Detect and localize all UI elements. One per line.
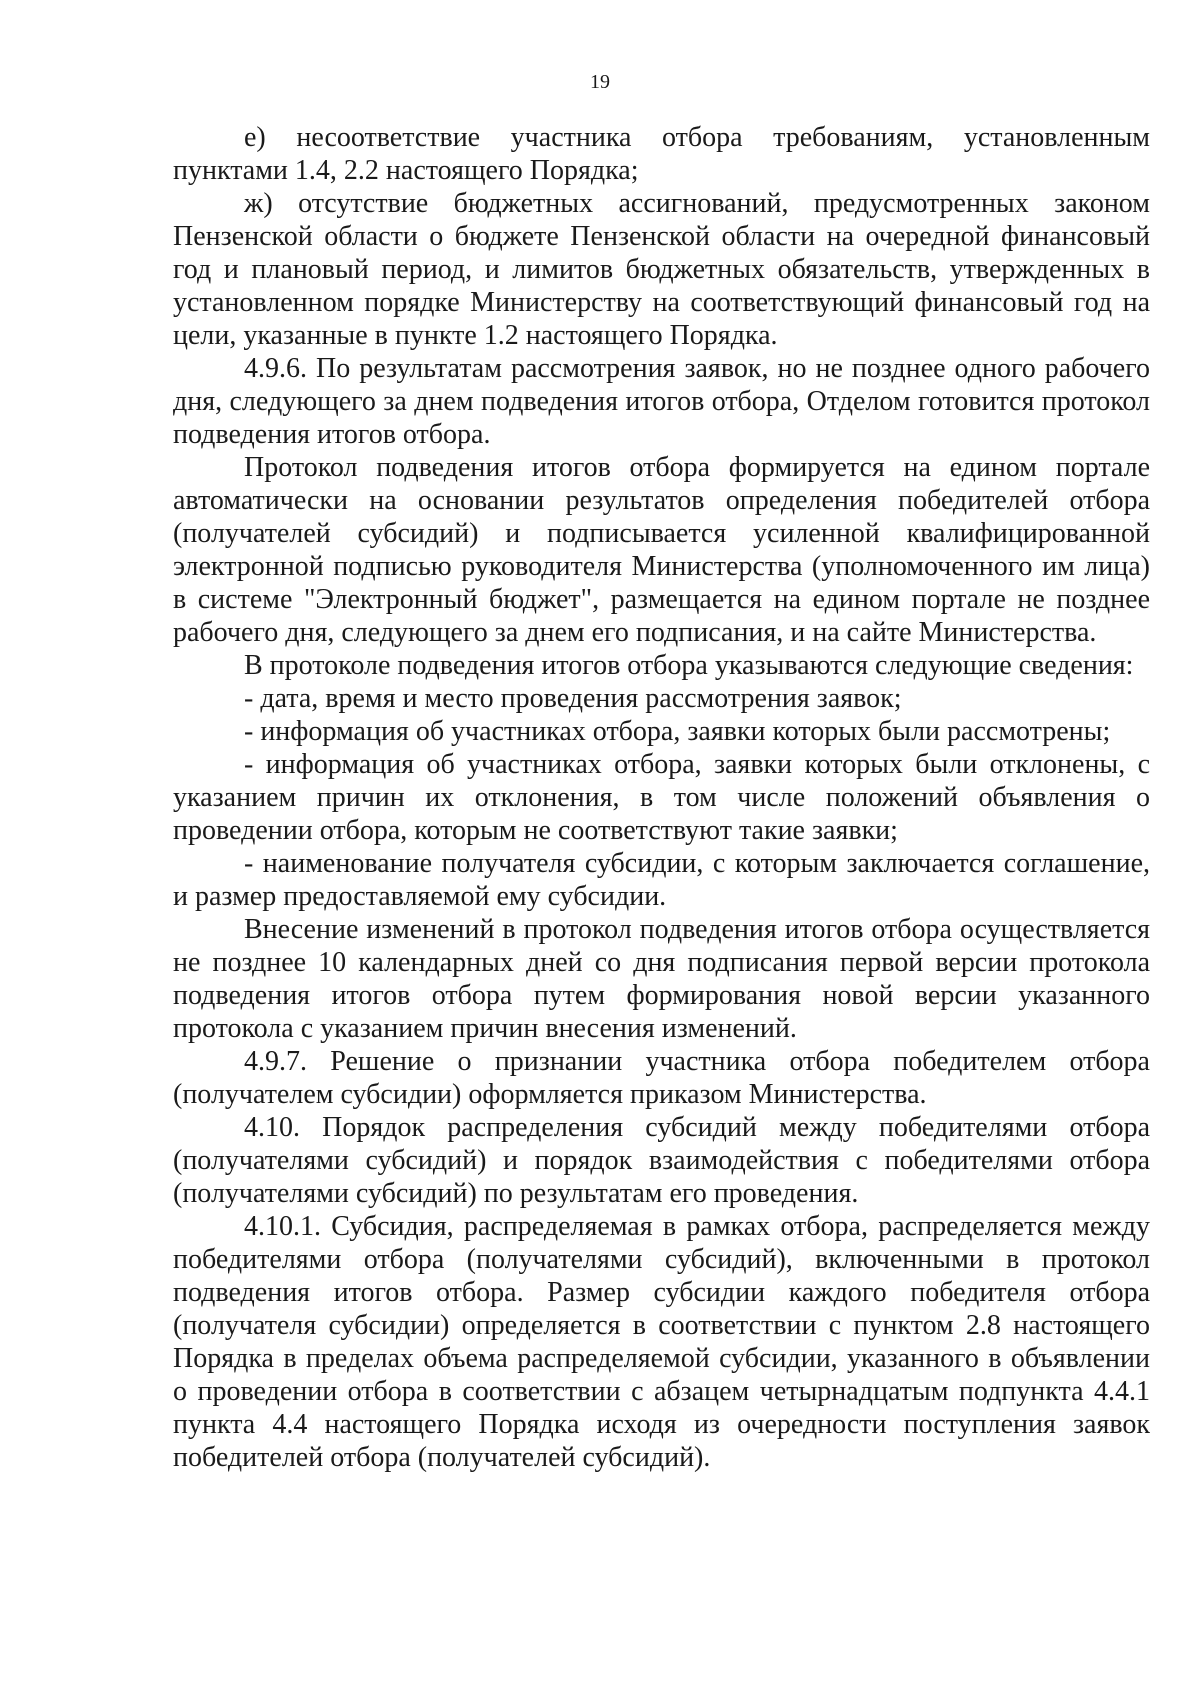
paragraph-4-9-6: 4.9.6. По результатам рассмотрения заявок, но не позднее одного рабочего дня, следующего за днем подведения итогов отбора, Отделом готовится протокол подведения итогов отбора. (173, 353, 1150, 450)
document-body (173, 121, 1150, 1474)
paragraph-protocol-formation: Протокол подведения итогов отбора формируется на едином портале автоматически на основании результатов определения победителей отбора (получателей субсидий) и подписывается усиленной квалифицированной электронной подписью руководителя Министерства (уполномоченного им лица) в системе "Электронный бюджет", размещается на едином портале не позднее рабочего дня, следующего за днем его подписания, и на сайте Министерства. (173, 452, 1150, 648)
list-item-recipient-name: - наименование получателя субсидии, с которым заключается соглашение, и размер предоставляемой ему субсидии. (173, 848, 1150, 912)
paragraph-zh: ж) отсутствие бюджетных ассигнований, предусмотренных законом Пензенской области о бюджете Пензенской области на очередной финансовый год и плановый период, и лимитов бюджетных обязательств, утвержденных в установленном порядке Министерству на соответствующий финансовый год на цели, указанные в пункте 1.2 настоящего Порядка. (173, 188, 1150, 351)
page-number: 19 (590, 71, 610, 93)
paragraph-4-9-7: 4.9.7. Решение о признании участника отбора победителем отбора (получателем субсидии) оформляется приказом Министерства. (173, 1046, 1150, 1110)
paragraph-4-10: 4.10. Порядок распределения субсидий между победителями отбора (получателями субсидий) и порядок взаимодействия с победителями отбора (получателями субсидий) по результатам его проведения. (173, 1112, 1150, 1209)
paragraph-protocol-changes: Внесение изменений в протокол подведения итогов отбора осуществляется не позднее 10 календарных дней со дня подписания первой версии протокола подведения итогов отбора путем формирования новой версии указанного протокола с указанием причин внесения изменений. (173, 914, 1150, 1044)
list-item-reviewed-participants: - информация об участниках отбора, заявки которых были рассмотрены; (244, 716, 1111, 747)
paragraph-protocol-contents-intro: В протоколе подведения итогов отбора указываются следующие сведения: (244, 650, 1134, 681)
paragraph-4-10-1: 4.10.1. Субсидия, распределяемая в рамках отбора, распределяется между победителями отбора (получателями субсидий), включенными в протокол подведения итогов отбора. Размер субсидии каждого победителя отбора (получателя субсидии) определяется в соответствии с пунктом 2.8 настоящего Порядка в пределах объема распределяемой субсидии, указанного в объявлении о проведении отбора в соответствии с абзацем четырнадцатым подпункта 4.4.1 пункта 4.4 настоящего Порядка исходя из очередности поступления заявок победителей отбора (получателей субсидий). (173, 1211, 1150, 1473)
list-item-date-time-place: - дата, время и место проведения рассмотрения заявок; (244, 683, 902, 714)
list-item-rejected-participants: - информация об участниках отбора, заявки которых были отклонены, с указанием причин их отклонения, в том числе положений объявления о проведении отбора, которым не соответствуют такие заявки; (173, 749, 1150, 846)
paragraph-e: е) несоответствие участника отбора требованиям, установленным пунктами 1.4, 2.2 настоящего Порядка; (173, 122, 1150, 186)
